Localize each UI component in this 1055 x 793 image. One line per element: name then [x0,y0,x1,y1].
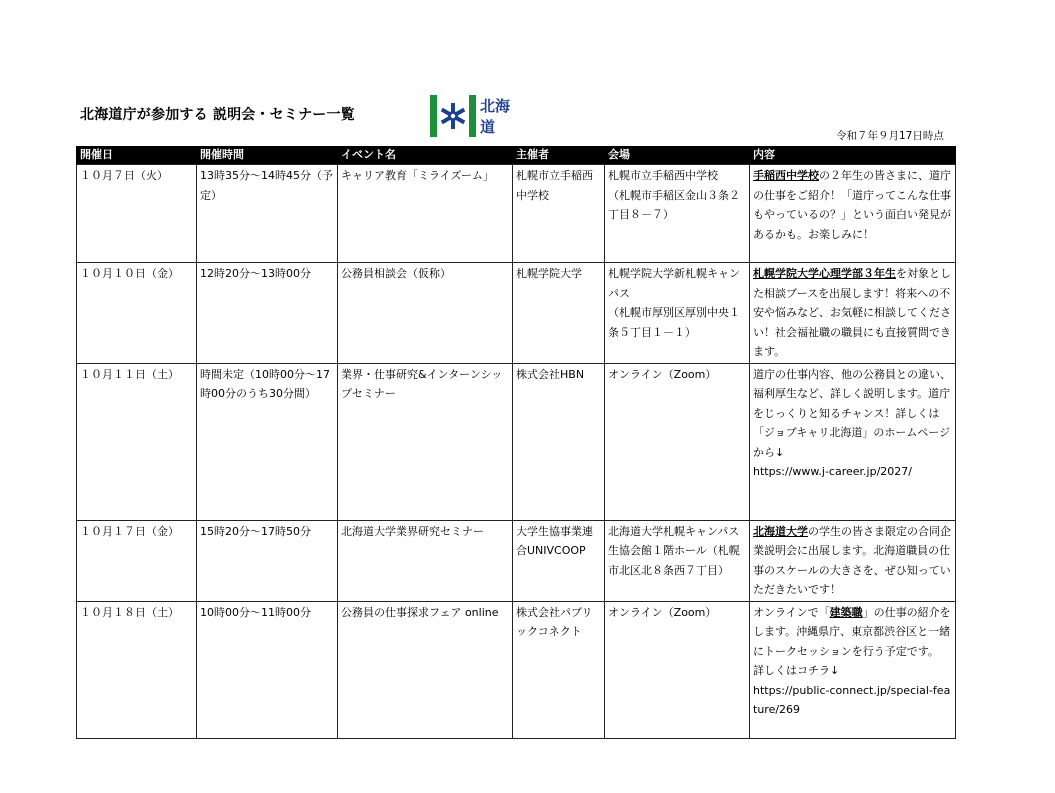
cell-date: １０月１０日（金） [77,263,197,364]
column-header-organizer: 主催者 [513,146,605,165]
cell-organizer: 株式会社パブリックコネクト [513,601,605,738]
content-highlight: 札幌学院大学心理学部３年生 [753,267,896,280]
content-text: の学生の皆さま限定の合同企業説明会に出展します。北海道職員の仕事のスケールの大きさを、ぜひ知っていただきたいです！ [753,524,951,596]
cell-content [750,601,956,738]
content-more: 詳しくはコチラ↓ [753,664,840,677]
hokkaido-emblem-icon [430,95,476,137]
cell-organizer: 札幌学院大学 [513,263,605,364]
table-row [77,520,956,601]
cell-time: 15時20分～17時50分 [197,520,338,601]
cell-time: 13時35分～14時45分（予定） [197,165,338,263]
cell-venue: オンライン（Zoom） [605,601,750,738]
content-highlight: 北海道大学 [753,524,808,538]
cell-event: 北海道大学業界研究セミナー [338,520,513,601]
content-link[interactable]: https://www.j-career.jp/2027/ [753,465,912,478]
cell-event: キャリア教育「ミライズーム」 [338,165,513,263]
cell-time: 12時20分～13時00分 [197,263,338,364]
cell-organizer: 株式会社HBN [513,363,605,520]
cell-content [750,520,956,601]
content-highlight: 建築職 [829,605,863,619]
content-text: の２年生の皆さまに、道庁の仕事をご紹介！「道庁ってこんな仕事もやっているの？」という面白い発見があるかも。お楽しみに！ [753,169,951,241]
hokkaido-logo [430,95,520,137]
content-text: 」の仕事の紹介をします。沖縄県庁、東京都渋谷区と一緒にトークセッションを行う予定です。 [753,605,951,658]
cell-organizer: 札幌市立手稲西中学校 [513,165,605,263]
column-header-event: イベント名 [338,146,513,165]
table-row [77,263,956,364]
table-row [77,363,956,520]
column-header-venue: 会場 [605,146,750,165]
cell-date: １０月７日（火） [77,165,197,263]
venue-name: 札幌学院大学新札幌キャンパス [608,267,740,300]
cell-organizer: 大学生協事業連合UNIVCOOP [513,520,605,601]
cell-time: 10時00分～11時00分 [197,601,338,738]
table-row [77,601,956,738]
cell-event: 公務員の仕事探求フェア online [338,601,513,738]
logo-text: 北海道 [480,97,511,136]
cell-date: １０月１８日（土） [77,601,197,738]
column-header-content: 内容 [750,146,956,165]
cell-date: １０月１７日（金） [77,520,197,601]
venue-address: （札幌市厚別区厚別中央１条５丁目１－１） [608,306,740,339]
page-title: 北海道庁が参加する 説明会・セミナー一覧 [80,107,355,123]
as-of-date: 令和７年９月17日時点 [836,130,944,142]
table-row [77,165,956,263]
content-text: を対象とした相談ブースを出展します！将来への不安や悩みなど、お気軽に相談してください！社会福祉職の職員にも直接質問できます。 [753,267,951,358]
cell-venue [605,165,750,263]
cell-date: １０月１１日（土） [77,363,197,520]
column-header-time: 開催時間 [197,146,338,165]
events-table [76,146,956,739]
cell-venue [605,263,750,364]
cell-venue: オンライン（Zoom） [605,363,750,520]
table-header-row [77,146,956,165]
cell-event: 業界・仕事研究&インターンシップセミナー [338,363,513,520]
content-prefix: オンラインで「 [753,605,830,619]
cell-content [750,363,956,520]
content-text: 道庁の仕事内容、他の公務員との違い、福利厚生など、詳しく説明します。道庁をじっくりと知るチャンス！詳しくは「ジョブキャリ北海道」のホームページから↓ [753,367,951,459]
cell-content [750,263,956,364]
cell-time: 時間未定（10時00分～17時00分のうち30分間） [197,363,338,520]
content-link[interactable]: https://public-connect.jp/special-feature/269 [753,683,951,716]
content-highlight: 手稲西中学校 [753,169,819,182]
cell-content [750,165,956,263]
cell-venue: 北海道大学札幌キャンパス生協会館１階ホール（札幌市北区北８条西７丁目） [605,520,750,601]
cell-event: 公務員相談会（仮称） [338,263,513,364]
venue-name: 札幌市立手稲西中学校 [608,169,718,182]
venue-address: （札幌市手稲区金山３条２丁目８－７） [608,188,740,221]
column-header-date: 開催日 [77,146,197,165]
